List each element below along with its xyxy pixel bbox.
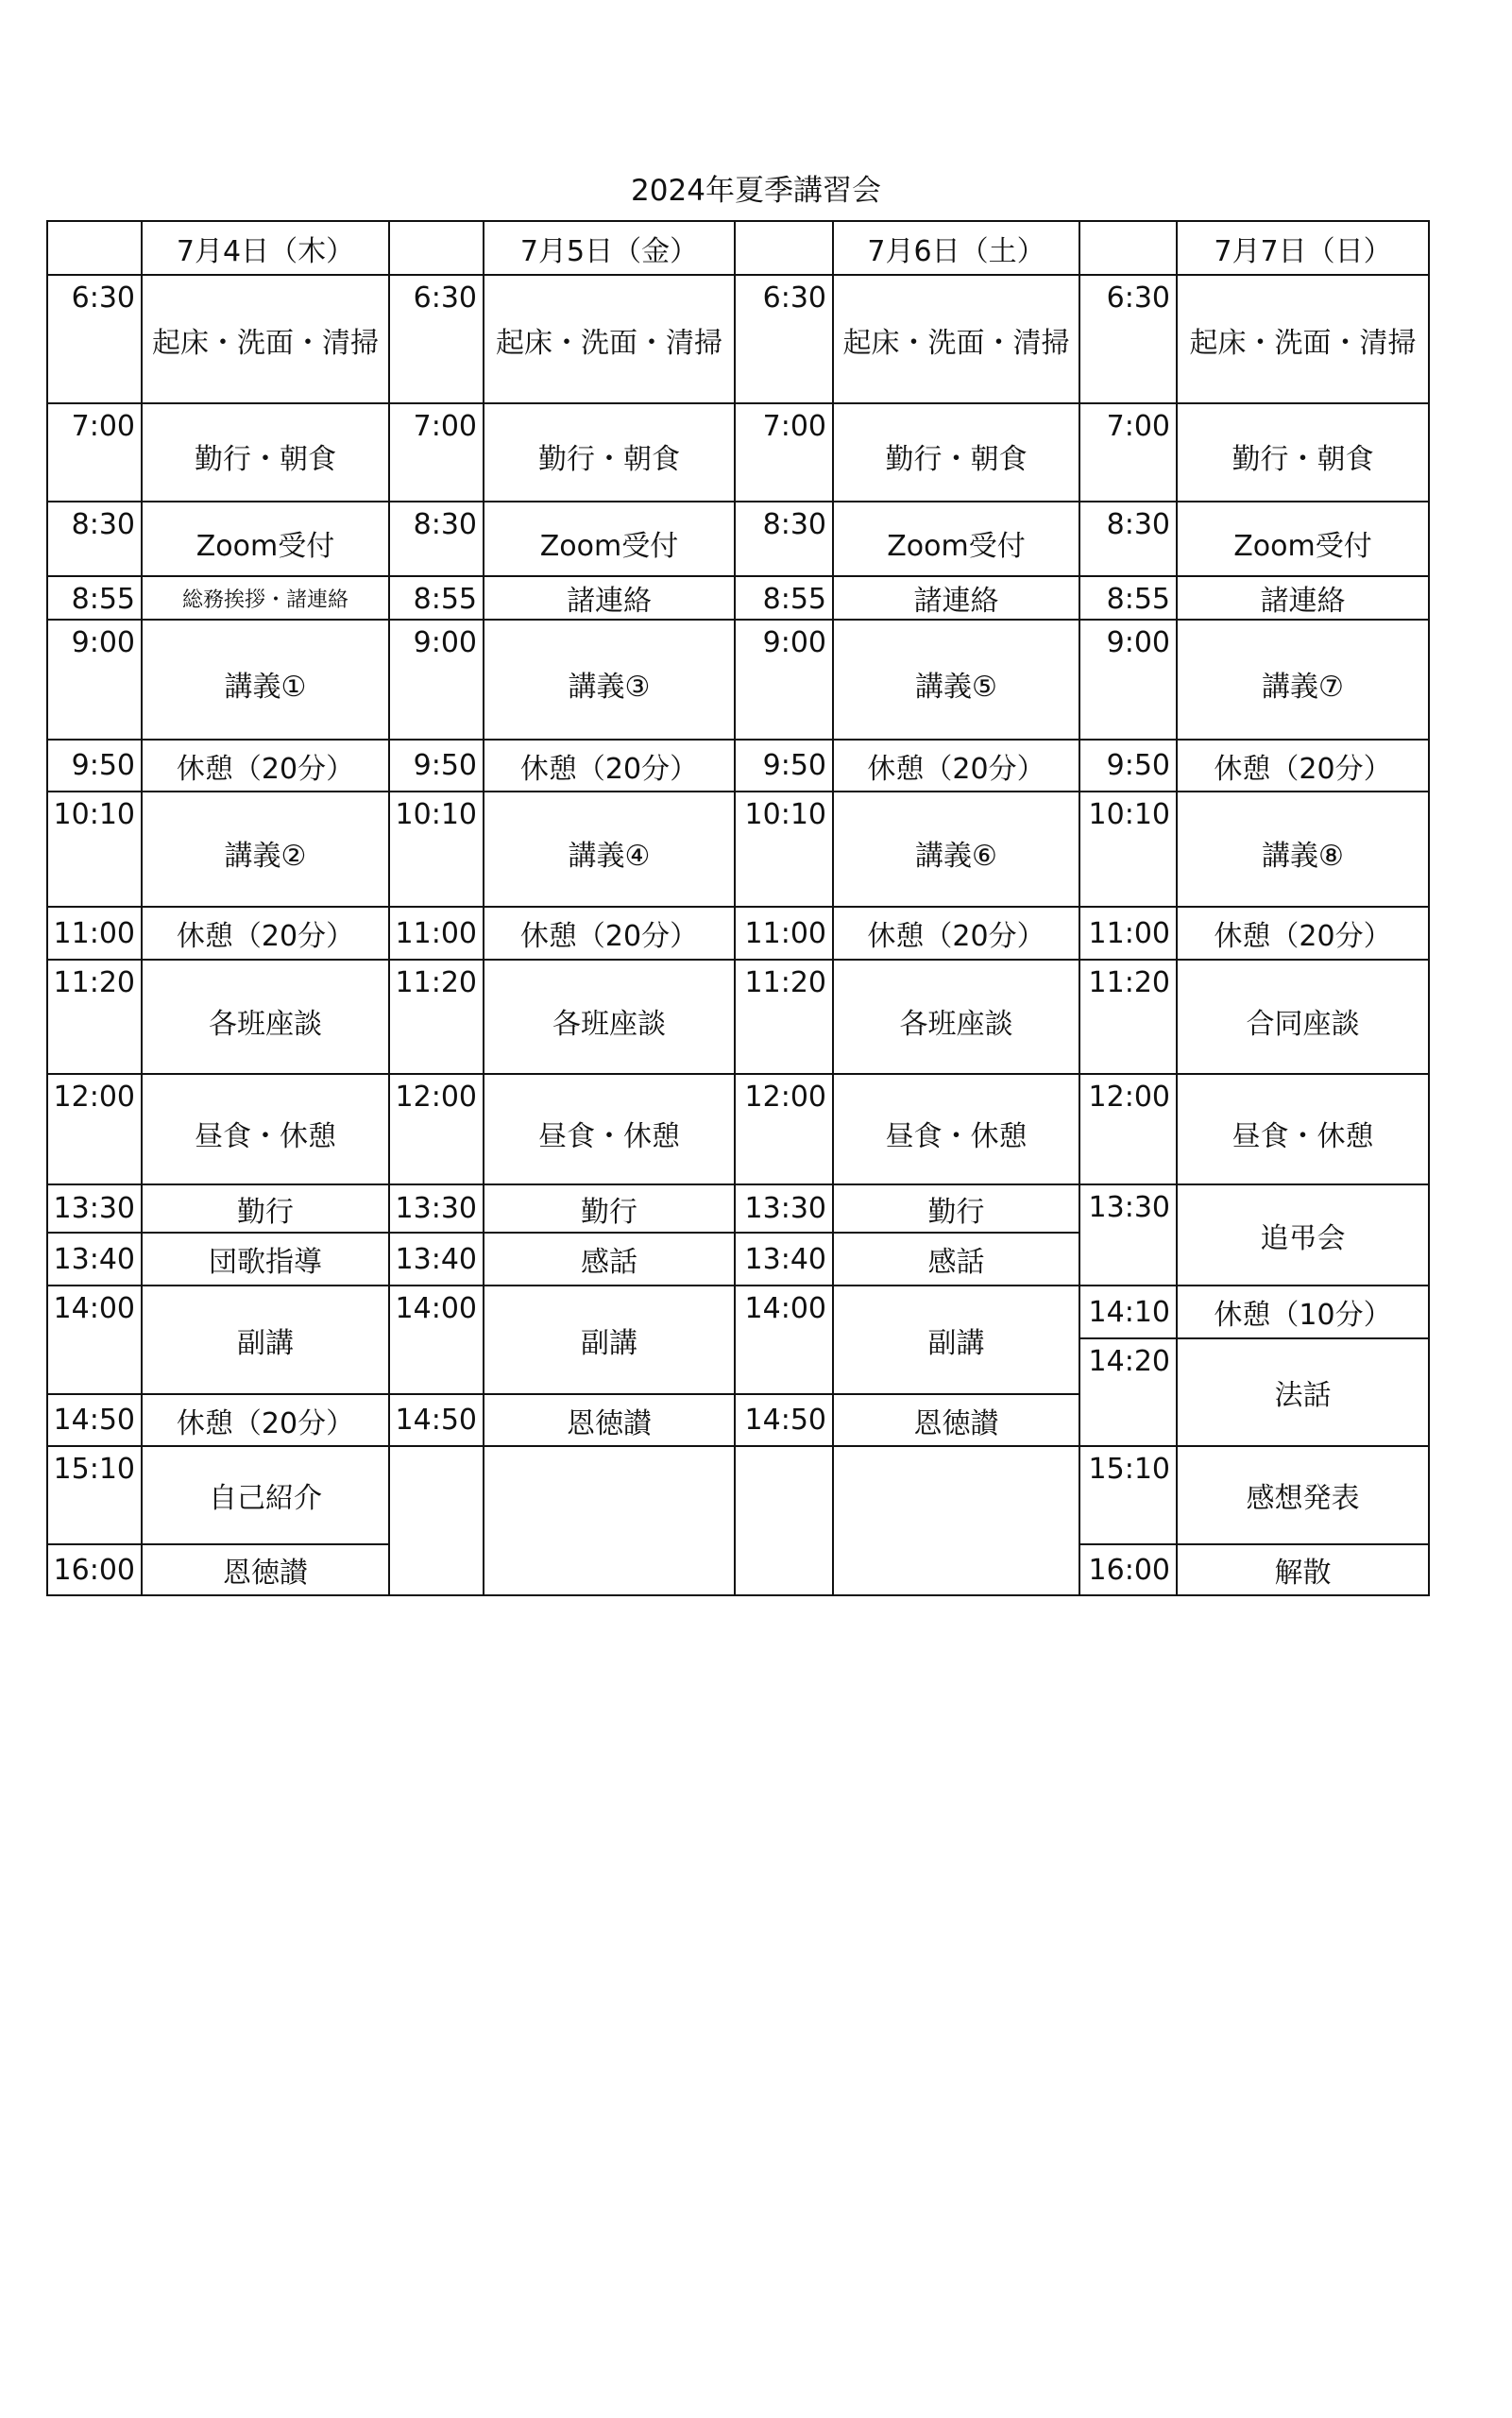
time-cell: 11:00 — [389, 907, 484, 960]
table-row — [47, 576, 1429, 620]
time-cell: 13:30 — [47, 1184, 142, 1233]
time-cell: 14:50 — [389, 1394, 484, 1446]
time-cell: 13:30 — [389, 1184, 484, 1233]
activity-cell: 合同座談 — [1177, 960, 1429, 1074]
time-cell: 9:50 — [735, 740, 833, 792]
table-row — [47, 960, 1429, 1074]
table-row — [47, 792, 1429, 907]
time-cell: 14:10 — [1079, 1286, 1177, 1338]
time-cell: 10:10 — [1079, 792, 1177, 907]
time-cell: 9:50 — [1079, 740, 1177, 792]
activity-cell: 休憩（10分） — [1177, 1286, 1429, 1338]
activity-cell: Zoom受付 — [1177, 502, 1429, 576]
time-cell: 9:00 — [1079, 620, 1177, 740]
time-cell: 7:00 — [1079, 403, 1177, 502]
time-cell: 14:50 — [735, 1394, 833, 1446]
activity-cell: 講義⑧ — [1177, 792, 1429, 907]
time-cell: 13:40 — [735, 1233, 833, 1286]
table-header-row — [47, 221, 1429, 275]
activity-cell: 勤行・朝食 — [833, 403, 1079, 502]
table-row — [47, 1074, 1429, 1184]
table-row — [47, 1184, 1429, 1233]
activity-cell: 勤行 — [484, 1184, 735, 1233]
time-cell: 10:10 — [389, 792, 484, 907]
activity-cell: 講義⑤ — [833, 620, 1079, 740]
activity-cell: 勤行・朝食 — [1177, 403, 1429, 502]
empty-cell — [389, 1446, 484, 1595]
time-cell: 8:30 — [1079, 502, 1177, 576]
time-cell: 8:55 — [47, 576, 142, 620]
activity-cell: 感想発表 — [1177, 1446, 1429, 1544]
activity-cell: 休憩（20分） — [142, 907, 389, 960]
time-header-cell — [389, 221, 484, 275]
activity-cell: 休憩（20分） — [1177, 907, 1429, 960]
time-cell: 15:10 — [1079, 1446, 1177, 1544]
time-cell: 11:20 — [47, 960, 142, 1074]
activity-cell: 起床・洗面・清掃 — [833, 275, 1079, 403]
time-cell: 14:00 — [735, 1286, 833, 1394]
time-cell: 11:00 — [735, 907, 833, 960]
activity-cell: 諸連絡 — [833, 576, 1079, 620]
activity-cell: 追弔会 — [1177, 1184, 1429, 1286]
activity-cell: 講義④ — [484, 792, 735, 907]
day-header-jul5: 7月5日（金） — [484, 221, 735, 275]
activity-cell: 各班座談 — [142, 960, 389, 1074]
time-cell: 12:00 — [389, 1074, 484, 1184]
activity-cell: 講義① — [142, 620, 389, 740]
time-cell: 14:20 — [1079, 1338, 1177, 1446]
time-cell: 8:55 — [1079, 576, 1177, 620]
activity-cell: 講義⑦ — [1177, 620, 1429, 740]
time-cell: 12:00 — [735, 1074, 833, 1184]
activity-cell: 法話 — [1177, 1338, 1429, 1446]
time-cell: 8:30 — [735, 502, 833, 576]
activity-cell: Zoom受付 — [833, 502, 1079, 576]
time-cell: 13:40 — [389, 1233, 484, 1286]
time-cell: 12:00 — [1079, 1074, 1177, 1184]
activity-cell: 休憩（20分） — [1177, 740, 1429, 792]
time-cell: 8:30 — [389, 502, 484, 576]
page-title: 2024年夏季講習会 — [631, 174, 881, 208]
activity-cell: 休憩（20分） — [484, 740, 735, 792]
activity-cell: 休憩（20分） — [833, 907, 1079, 960]
schedule-table — [46, 220, 1430, 1596]
activity-cell: 恩徳讃 — [833, 1394, 1079, 1446]
activity-cell: 副講 — [142, 1286, 389, 1394]
time-cell: 11:00 — [1079, 907, 1177, 960]
activity-cell: 各班座談 — [833, 960, 1079, 1074]
activity-cell: 総務挨拶・諸連絡 — [142, 576, 389, 620]
activity-cell: 起床・洗面・清掃 — [484, 275, 735, 403]
activity-cell: 講義③ — [484, 620, 735, 740]
activity-cell: 昼食・休憩 — [833, 1074, 1079, 1184]
activity-cell: 感話 — [484, 1233, 735, 1286]
activity-cell: 休憩（20分） — [142, 740, 389, 792]
activity-cell: Zoom受付 — [142, 502, 389, 576]
activity-cell: 勤行・朝食 — [142, 403, 389, 502]
time-cell: 8:55 — [389, 576, 484, 620]
time-cell: 15:10 — [47, 1446, 142, 1544]
time-cell: 12:00 — [47, 1074, 142, 1184]
activity-cell: 休憩（20分） — [142, 1394, 389, 1446]
activity-cell: 諸連絡 — [484, 576, 735, 620]
time-cell: 9:00 — [389, 620, 484, 740]
time-cell: 16:00 — [47, 1544, 142, 1595]
time-cell: 9:50 — [389, 740, 484, 792]
activity-cell: 恩徳讃 — [142, 1544, 389, 1595]
time-cell: 7:00 — [47, 403, 142, 502]
table-row — [47, 403, 1429, 502]
activity-cell: 自己紹介 — [142, 1446, 389, 1544]
time-cell: 13:30 — [735, 1184, 833, 1233]
time-cell: 8:55 — [735, 576, 833, 620]
empty-cell — [484, 1446, 735, 1595]
activity-cell: 解散 — [1177, 1544, 1429, 1595]
activity-cell: 起床・洗面・清掃 — [142, 275, 389, 403]
activity-cell: 副講 — [484, 1286, 735, 1394]
activity-cell: 勤行・朝食 — [484, 403, 735, 502]
time-cell: 14:00 — [389, 1286, 484, 1394]
activity-cell: 昼食・休憩 — [142, 1074, 389, 1184]
time-header-cell — [1079, 221, 1177, 275]
activity-cell: 諸連絡 — [1177, 576, 1429, 620]
time-cell: 8:30 — [47, 502, 142, 576]
activity-cell: 感話 — [833, 1233, 1079, 1286]
time-cell: 13:40 — [47, 1233, 142, 1286]
time-cell: 6:30 — [47, 275, 142, 403]
day-header-jul7: 7月7日（日） — [1177, 221, 1429, 275]
time-cell: 10:10 — [47, 792, 142, 907]
table-row — [47, 740, 1429, 792]
activity-cell: 起床・洗面・清掃 — [1177, 275, 1429, 403]
time-header-cell — [47, 221, 142, 275]
time-cell: 14:50 — [47, 1394, 142, 1446]
time-cell: 9:50 — [47, 740, 142, 792]
activity-cell: 団歌指導 — [142, 1233, 389, 1286]
empty-cell — [735, 1446, 833, 1595]
time-cell: 6:30 — [389, 275, 484, 403]
activity-cell: 勤行 — [833, 1184, 1079, 1233]
time-cell: 11:20 — [735, 960, 833, 1074]
activity-cell: 勤行 — [142, 1184, 389, 1233]
activity-cell: 休憩（20分） — [833, 740, 1079, 792]
time-cell: 10:10 — [735, 792, 833, 907]
table-row — [47, 1446, 1429, 1544]
time-cell: 16:00 — [1079, 1544, 1177, 1595]
activity-cell: 講義② — [142, 792, 389, 907]
time-cell: 13:30 — [1079, 1184, 1177, 1286]
table-row — [47, 275, 1429, 403]
time-cell: 7:00 — [389, 403, 484, 502]
empty-cell — [833, 1446, 1079, 1595]
table-row — [47, 620, 1429, 740]
time-cell: 7:00 — [735, 403, 833, 502]
time-header-cell — [735, 221, 833, 275]
time-cell: 11:20 — [389, 960, 484, 1074]
activity-cell: 休憩（20分） — [484, 907, 735, 960]
time-cell: 11:00 — [47, 907, 142, 960]
time-cell: 9:00 — [47, 620, 142, 740]
time-cell: 9:00 — [735, 620, 833, 740]
activity-cell: 昼食・休憩 — [1177, 1074, 1429, 1184]
activity-cell: 副講 — [833, 1286, 1079, 1394]
table-row — [47, 1286, 1429, 1338]
time-cell: 6:30 — [1079, 275, 1177, 403]
day-header-jul6: 7月6日（土） — [833, 221, 1079, 275]
time-cell: 6:30 — [735, 275, 833, 403]
table-row — [47, 907, 1429, 960]
table-row — [47, 502, 1429, 576]
activity-cell: Zoom受付 — [484, 502, 735, 576]
activity-cell: 昼食・休憩 — [484, 1074, 735, 1184]
activity-cell: 恩徳讃 — [484, 1394, 735, 1446]
activity-cell: 各班座談 — [484, 960, 735, 1074]
day-header-jul4: 7月4日（木） — [142, 221, 389, 275]
activity-cell: 講義⑥ — [833, 792, 1079, 907]
time-cell: 14:00 — [47, 1286, 142, 1394]
time-cell: 11:20 — [1079, 960, 1177, 1074]
